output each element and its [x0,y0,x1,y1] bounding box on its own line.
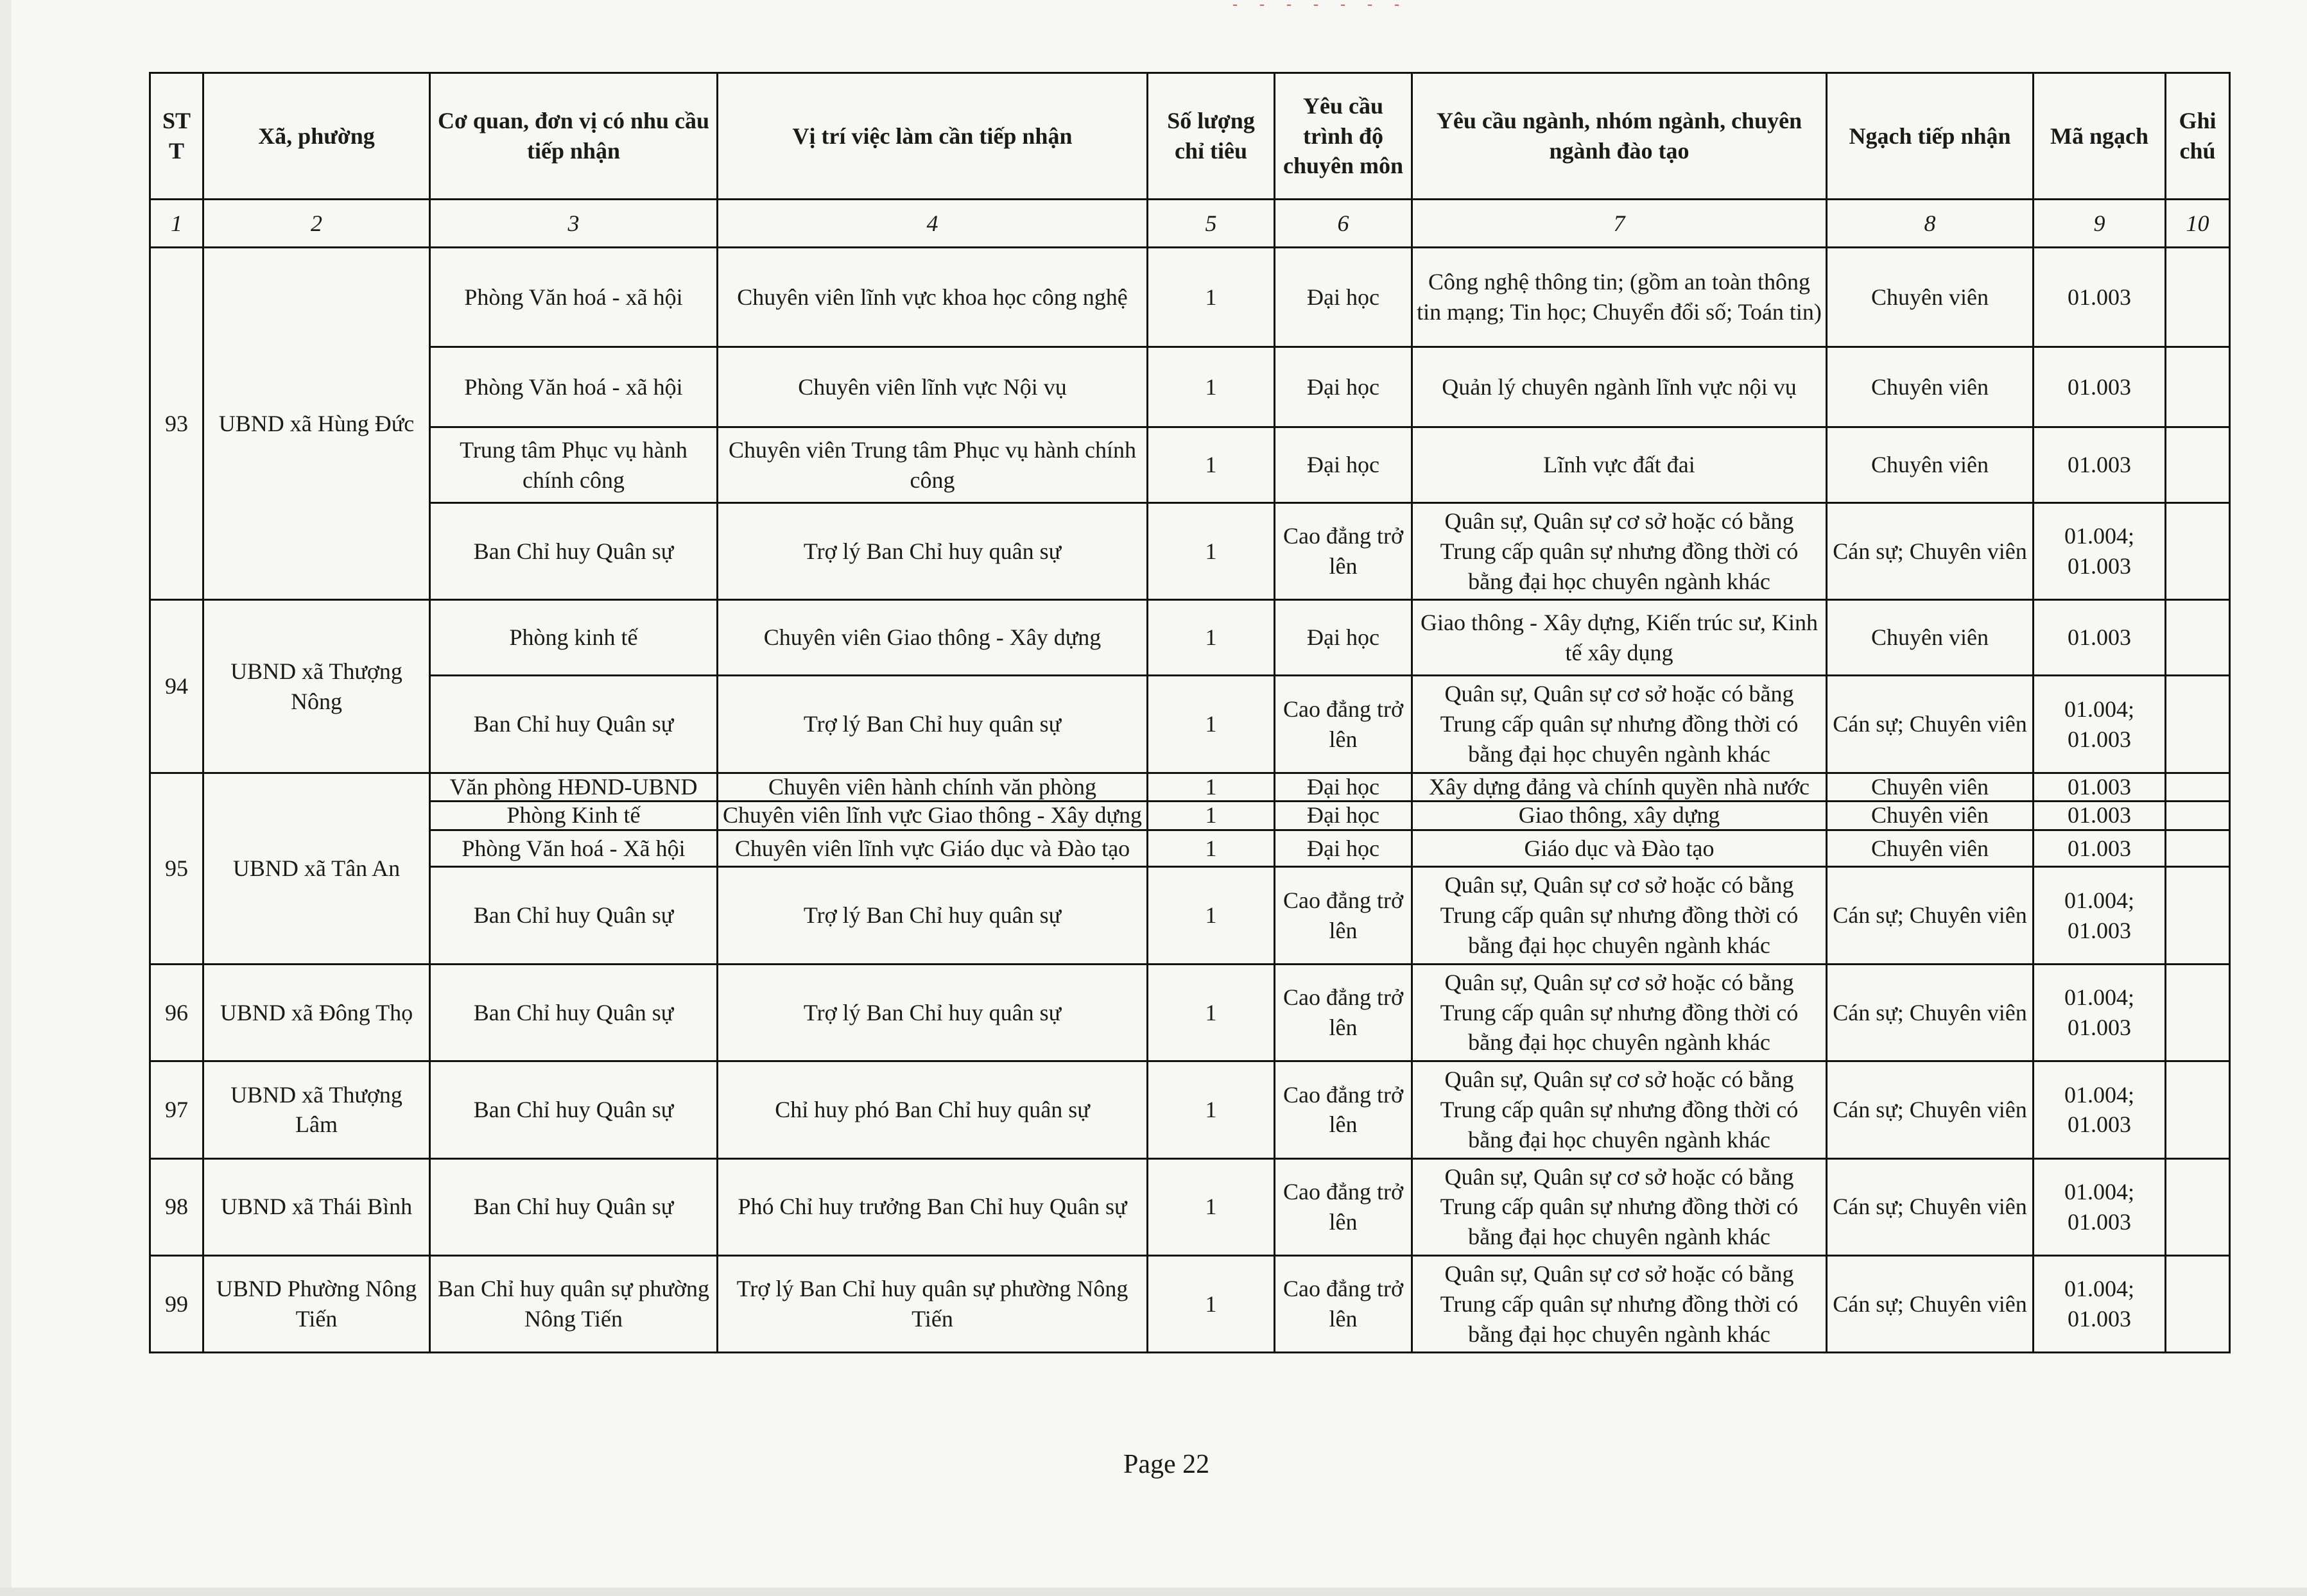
table-row [150,503,2230,600]
rank-cell: Chuyên viên [1827,427,2034,503]
qualification-cell: Đại học [1275,830,1412,867]
commune-cell: UBND xã Thái Bình [203,1158,430,1255]
quantity-cell: 1 [1148,248,1275,347]
note-cell [2166,600,2230,676]
rank-code-cell: 01.003 [2034,248,2166,347]
agency-cell: Phòng kinh tế [430,600,718,676]
major-cell: Quản lý chuyên ngành lĩnh vực nội vụ [1412,347,1827,427]
commune-cell: UBND xã Đông Thọ [203,964,430,1061]
column-number: 8 [1827,200,2034,248]
major-cell: Quân sự, Quân sự cơ sở hoặc có bằng Trung cấp quân sự nhưng đồng thời có bằng đại học chuyên ngành khác [1412,1061,1827,1158]
rank-code-cell: 01.004; 01.003 [2034,867,2166,964]
rank-cell: Cán sự; Chuyên viên [1827,964,2034,1061]
rank-code-cell: 01.003 [2034,830,2166,867]
quantity-cell: 1 [1148,867,1275,964]
major-cell: Công nghệ thông tin; (gồm an toàn thông tin mạng; Tin học; Chuyển đổi số; Toán tin) [1412,248,1827,347]
column-number: 3 [430,200,718,248]
quantity-cell: 1 [1148,600,1275,676]
rank-code-cell: 01.003 [2034,347,2166,427]
quantity-cell: 1 [1148,802,1275,830]
rank-cell: Cán sự; Chuyên viên [1827,503,2034,600]
rank-code-cell: 01.004; 01.003 [2034,1158,2166,1255]
stt-cell: 93 [150,248,203,600]
agency-cell: Ban Chỉ huy Quân sự [430,503,718,600]
quantity-cell: 1 [1148,964,1275,1061]
agency-cell: Phòng Văn hoá - xã hội [430,248,718,347]
rank-cell: Chuyên viên [1827,773,2034,801]
agency-cell: Trung tâm Phục vụ hành chính công [430,427,718,503]
rank-code-cell: 01.004; 01.003 [2034,1255,2166,1352]
major-cell: Quân sự, Quân sự cơ sở hoặc có bằng Trung cấp quân sự nhưng đồng thời có bằng đại học chuyên ngành khác [1412,676,1827,773]
stt-cell: 94 [150,600,203,773]
qualification-cell: Đại học [1275,773,1412,801]
note-cell [2166,248,2230,347]
note-cell [2166,830,2230,867]
agency-cell: Phòng Văn hoá - Xã hội [430,830,718,867]
stt-cell: 97 [150,1061,203,1158]
position-cell: Chuyên viên lĩnh vực Nội vụ [718,347,1148,427]
note-cell [2166,347,2230,427]
rank-cell: Cán sự; Chuyên viên [1827,1255,2034,1352]
note-cell [2166,427,2230,503]
table-row [150,427,2230,503]
rank-cell: Cán sự; Chuyên viên [1827,1061,2034,1158]
rank-code-cell: 01.003 [2034,773,2166,801]
major-cell: Quân sự, Quân sự cơ sở hoặc có bằng Trung cấp quân sự nhưng đồng thời có bằng đại học chuyên ngành khác [1412,964,1827,1061]
commune-cell: UBND Phường Nông Tiến [203,1255,430,1352]
major-cell: Giao thông, xây dựng [1412,802,1827,830]
major-cell: Giáo dục và Đào tạo [1412,830,1827,867]
rank-cell: Cán sự; Chuyên viên [1827,867,2034,964]
table-row [150,600,2230,676]
scan-page-edge [0,0,12,1596]
table-row [150,830,2230,867]
quantity-cell: 1 [1148,1158,1275,1255]
quantity-cell: 1 [1148,1255,1275,1352]
note-cell [2166,1158,2230,1255]
rank-cell: Chuyên viên [1827,830,2034,867]
agency-cell: Ban Chỉ huy Quân sự [430,964,718,1061]
table-row [150,248,2230,347]
column-number-row [150,200,2230,248]
table-row [150,1158,2230,1255]
qualification-cell: Đại học [1275,600,1412,676]
stt-cell: 98 [150,1158,203,1255]
quantity-cell: 1 [1148,773,1275,801]
qualification-cell: Cao đẳng trở lên [1275,964,1412,1061]
column-header: Cơ quan, đơn vị có nhu cầu tiếp nhận [430,73,718,200]
note-cell [2166,773,2230,801]
position-cell: Trợ lý Ban Chỉ huy quân sự [718,503,1148,600]
position-cell: Chuyên viên lĩnh vực khoa học công nghệ [718,248,1148,347]
commune-cell: UBND xã Thượng Lâm [203,1061,430,1158]
commune-cell: UBND xã Thượng Nông [203,600,430,773]
table-header-row [150,73,2230,200]
major-cell: Quân sự, Quân sự cơ sở hoặc có bằng Trung cấp quân sự nhưng đồng thời có bằng đại học chuyên ngành khác [1412,503,1827,600]
rank-code-cell: 01.004; 01.003 [2034,676,2166,773]
position-cell: Chuyên viên lĩnh vực Giáo dục và Đào tạo [718,830,1148,867]
column-number: 5 [1148,200,1275,248]
quantity-cell: 1 [1148,1061,1275,1158]
qualification-cell: Đại học [1275,248,1412,347]
rank-code-cell: 01.004; 01.003 [2034,964,2166,1061]
column-header: STT [150,73,203,200]
quantity-cell: 1 [1148,347,1275,427]
position-cell: Chuyên viên hành chính văn phòng [718,773,1148,801]
qualification-cell: Đại học [1275,802,1412,830]
major-cell: Quân sự, Quân sự cơ sở hoặc có bằng Trung cấp quân sự nhưng đồng thời có bằng đại học chuyên ngành khác [1412,1158,1827,1255]
column-header: Vị trí việc làm cần tiếp nhận [718,73,1148,200]
agency-cell: Văn phòng HĐND-UBND [430,773,718,801]
agency-cell: Ban Chỉ huy quân sự phường Nông Tiến [430,1255,718,1352]
table-row [150,867,2230,964]
agency-cell: Ban Chỉ huy Quân sự [430,1061,718,1158]
recruitment-table [149,72,2231,1353]
note-cell [2166,676,2230,773]
stt-cell: 95 [150,773,203,964]
qualification-cell: Cao đẳng trở lên [1275,503,1412,600]
rank-cell: Chuyên viên [1827,802,2034,830]
column-header: Yêu cầu trình độ chuyên môn [1275,73,1412,200]
rank-code-cell: 01.004; 01.003 [2034,503,2166,600]
table-body [150,248,2230,1353]
table-row [150,802,2230,830]
agency-cell: Phòng Văn hoá - xã hội [430,347,718,427]
rank-cell: Cán sự; Chuyên viên [1827,676,2034,773]
stt-cell: 99 [150,1255,203,1352]
rank-cell: Chuyên viên [1827,347,2034,427]
agency-cell: Ban Chỉ huy Quân sự [430,676,718,773]
major-cell: Xây dựng đảng và chính quyền nhà nước [1412,773,1827,801]
table-row [150,1061,2230,1158]
column-header: Ngạch tiếp nhận [1827,73,2034,200]
agency-cell: Phòng Kinh tế [430,802,718,830]
table-row [150,347,2230,427]
position-cell: Chuyên viên Giao thông - Xây dựng [718,600,1148,676]
note-cell [2166,1255,2230,1352]
quantity-cell: 1 [1148,830,1275,867]
table-row [150,773,2230,801]
quantity-cell: 1 [1148,676,1275,773]
column-header: Yêu cầu ngành, nhóm ngành, chuyên ngành đào tạo [1412,73,1827,200]
column-number: 7 [1412,200,1827,248]
qualification-cell: Cao đẳng trở lên [1275,867,1412,964]
column-header: Xã, phường [203,73,430,200]
qualification-cell: Cao đẳng trở lên [1275,1061,1412,1158]
stt-cell: 96 [150,964,203,1061]
commune-cell: UBND xã Tân An [203,773,430,964]
column-number: 9 [2034,200,2166,248]
qualification-cell: Cao đẳng trở lên [1275,1158,1412,1255]
scan-bottom-strip [0,1588,2307,1596]
column-number: 6 [1275,200,1412,248]
note-cell [2166,1061,2230,1158]
table-row [150,676,2230,773]
table-row [150,964,2230,1061]
position-cell: Trợ lý Ban Chỉ huy quân sự [718,867,1148,964]
rank-cell: Chuyên viên [1827,248,2034,347]
column-number: 4 [718,200,1148,248]
page-number: Page 22 [1123,1450,1210,1479]
rank-cell: Chuyên viên [1827,600,2034,676]
rank-cell: Cán sự; Chuyên viên [1827,1158,2034,1255]
commune-cell: UBND xã Hùng Đức [203,248,430,600]
rank-code-cell: 01.003 [2034,427,2166,503]
note-cell [2166,503,2230,600]
position-cell: Chuyên viên lĩnh vực Giao thông - Xây dựng [718,802,1148,830]
agency-cell: Ban Chỉ huy Quân sự [430,1158,718,1255]
rank-code-cell: 01.003 [2034,802,2166,830]
quantity-cell: 1 [1148,427,1275,503]
position-cell: Trợ lý Ban Chỉ huy quân sự phường Nông Tiến [718,1255,1148,1352]
qualification-cell: Đại học [1275,347,1412,427]
column-number: 1 [150,200,203,248]
qualification-cell: Cao đẳng trở lên [1275,1255,1412,1352]
rank-code-cell: 01.003 [2034,600,2166,676]
major-cell: Quân sự, Quân sự cơ sở hoặc có bằng Trung cấp quân sự nhưng đồng thời có bằng đại học chuyên ngành khác [1412,867,1827,964]
quantity-cell: 1 [1148,503,1275,600]
major-cell: Quân sự, Quân sự cơ sở hoặc có bằng Trung cấp quân sự nhưng đồng thời có bằng đại học chuyên ngành khác [1412,1255,1827,1352]
agency-cell: Ban Chỉ huy Quân sự [430,867,718,964]
position-cell: Trợ lý Ban Chỉ huy quân sự [718,964,1148,1061]
note-cell [2166,802,2230,830]
note-cell [2166,964,2230,1061]
column-header: Ghi chú [2166,73,2230,200]
qualification-cell: Cao đẳng trở lên [1275,676,1412,773]
major-cell: Lĩnh vực đất đai [1412,427,1827,503]
position-cell: Phó Chỉ huy trưởng Ban Chỉ huy Quân sự [718,1158,1148,1255]
red-stamp-fragment: - - - - - - - [1232,0,1408,13]
note-cell [2166,867,2230,964]
position-cell: Chỉ huy phó Ban Chỉ huy quân sự [718,1061,1148,1158]
column-header: Số lượng chỉ tiêu [1148,73,1275,200]
table-row [150,1255,2230,1352]
column-header: Mã ngạch [2034,73,2166,200]
column-number: 10 [2166,200,2230,248]
position-cell: Trợ lý Ban Chỉ huy quân sự [718,676,1148,773]
position-cell: Chuyên viên Trung tâm Phục vụ hành chính công [718,427,1148,503]
column-number: 2 [203,200,430,248]
rank-code-cell: 01.004; 01.003 [2034,1061,2166,1158]
major-cell: Giao thông - Xây dựng, Kiến trúc sư, Kinh tế xây dụng [1412,600,1827,676]
qualification-cell: Đại học [1275,427,1412,503]
